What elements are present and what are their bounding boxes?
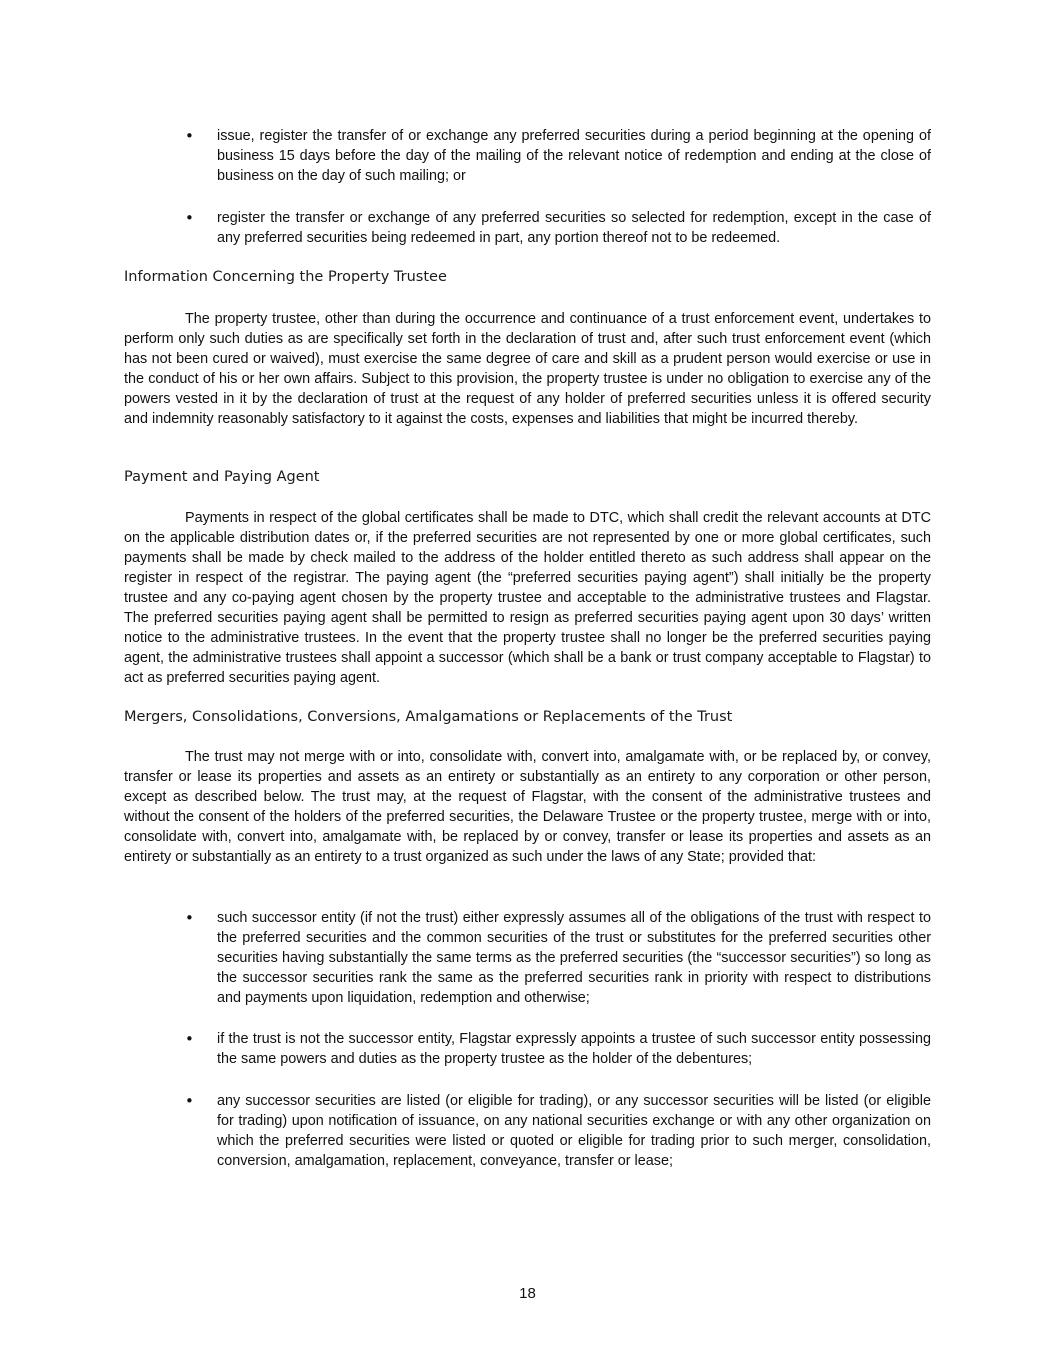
bullet-text: register the transfer or exchange of any preferred securities so selected for redemption, except in the case of any preferred securities being redeemed in part, any portion thereof not to be redeemed. xyxy=(217,210,931,246)
bullet-icon: • xyxy=(185,909,194,927)
bullet-icon: • xyxy=(185,1092,194,1110)
bullet-text: any successor securities are listed (or eligible for trading), or any successor securities will be listed (or eligible for trading) upon notification of issuance, on any national securities exchange or with any other organization on which the preferred securities were listed or quoted or eligible for trading prior to such merger, consolidation, conversion, amalgamation, replacement, conveyance, transfer or lease; xyxy=(217,1093,931,1169)
bullet-icon: • xyxy=(185,127,194,145)
bullet-text: such successor entity (if not the trust) either expressly assumes all of the obligations of the trust with respect to the preferred securities and the common securities of the trust or substitutes for the preferred securities other securities having substantially the same terms as the preferred securities (the “successor securities”) so long as the successor securities rank the same as the preferred securities rank in priority with respect to distributions and payments upon liquidation, redemption and otherwise; xyxy=(217,910,931,1006)
bullet-icon: • xyxy=(185,1030,194,1048)
paragraph-property-trustee: The property trustee, other than during the occurrence and continuance of a trust enforcement event, undertakes to perform only such duties as are specifically set forth in the declaration of trust and, after such trust enforcement event (which has not been cured or waived), must exercise the same degree of care and skill as a prudent person would exercise or use in the conduct of his or her own affairs. Subject to this provision, the property trustee is under no obligation to exercise any of the powers vested in it by the declaration of trust at the request of any holder of preferred securities unless it is offered security and indemnity reasonably satisfactory to it against the costs, expenses and liabilities that might be incurred thereby. xyxy=(124,311,931,427)
paragraph-mergers: The trust may not merge with or into, consolidate with, convert into, amalgamate with, or be replaced by, or convey, transfer or lease its properties and assets as an entirety or substantially as an entirety to any corporation or other person, except as described below. The trust may, at the request of Flagstar, with the consent of the administrative trustees and without the consent of the holders of the preferred securities, the Delaware Trustee or the property trustee, merge with or into, consolidate with, convert into, amalgamate with, be replaced by or convey, transfer or lease its properties and assets as an entirety or substantially as an entirety to a trust organized as such under the laws of any State; provided that: xyxy=(124,749,931,865)
page-number: 18 xyxy=(519,1285,536,1302)
bullet-icon: • xyxy=(185,209,194,227)
bullet-text: issue, register the transfer of or exchange any preferred securities during a period beginning at the opening of business 15 days before the day of the mailing of the relevant notice of redemption and ending at the close of business on the day of such mailing; or xyxy=(217,128,931,184)
bullet-text: if the trust is not the successor entity, Flagstar expressly appoints a trustee of such successor entity possessing the same powers and duties as the property trustee as the holder of the debentures; xyxy=(217,1031,931,1067)
section-heading-mergers: Mergers, Consolidations, Conversions, Amalgamations or Replacements of the Trust xyxy=(124,709,733,725)
section-heading-property-trustee: Information Concerning the Property Trustee xyxy=(124,269,447,285)
section-heading-paying-agent: Payment and Paying Agent xyxy=(124,469,320,485)
paragraph-paying-agent: Payments in respect of the global certificates shall be made to DTC, which shall credit the relevant accounts at DTC on the applicable distribution dates or, if the preferred securities are not represented by one or more global certificates, such payments shall be made by check mailed to the address of the holder entitled thereto as such address shall appear on the register in respect of the registrar. The paying agent (the “preferred securities paying agent”) shall initially be the property trustee and any co-paying agent chosen by the property trustee and acceptable to the administrative trustees and Flagstar. The preferred securities paying agent shall be permitted to resign as preferred securities paying agent upon 30 days’ written notice to the administrative trustees. In the event that the property trustee shall no longer be the preferred securities paying agent, the administrative trustees shall appoint a successor (which shall be a bank or trust company acceptable to Flagstar) to act as preferred securities paying agent. xyxy=(124,510,931,686)
